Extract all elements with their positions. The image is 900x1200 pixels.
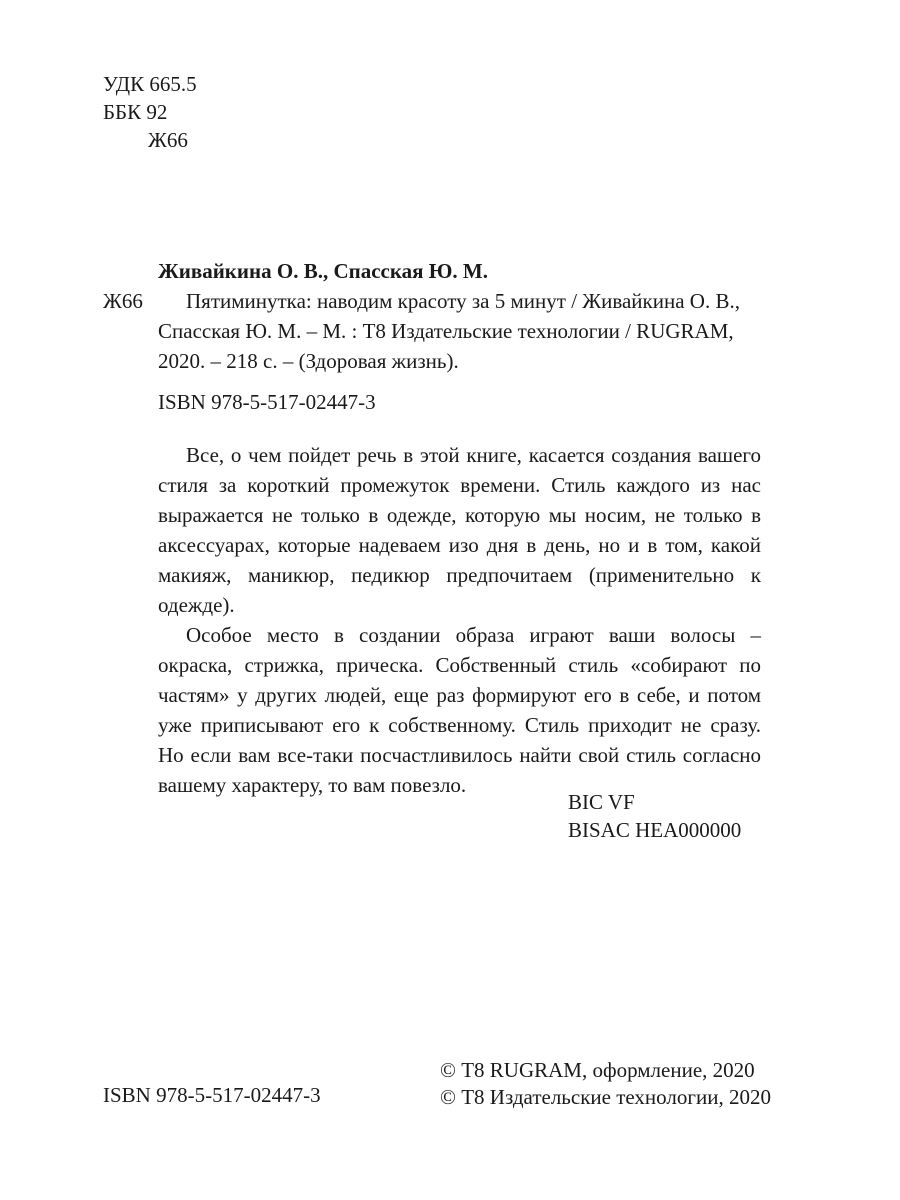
biblio-line: Пятиминутка: наводим красоту за 5 минут / Живайкина О. В., [186,289,740,313]
bisac-code: BISAC HEA000000 [568,818,742,842]
author-code: Ж66 [148,128,188,152]
annotation [158,440,761,800]
isbn: ISBN 978-5-517-02447-3 [158,390,376,414]
authors-heading: Живайкина О. В., Спасская Ю. М. [158,259,488,283]
copyright-publisher: © Т8 Издательские технологии, 2020 [440,1085,771,1109]
biblio-line: Спасская Ю. М. – М. : Т8 Издательские технологии / RUGRAM, [158,319,734,343]
udk-code: УДК 665.5 [103,72,197,96]
bibliographic-description [158,286,768,376]
copyright-design: © Т8 RUGRAM, оформление, 2020 [440,1058,755,1082]
bic-code: BIC VF [568,790,635,814]
footer-isbn: ISBN 978-5-517-02447-3 [103,1083,321,1107]
author-mark: Ж66 [103,289,143,313]
bbk-code: ББК 92 [103,100,168,124]
annotation-paragraph: Особое место в создании образа играют ваши волосы – окраска, стрижка, прическа. Собственный стиль «собирают по частям» у других людей, еще раз формируют его в себе, и потом уже приписывают его к собственному. Стиль приходит не сразу. Но если вам все-таки посчастливилось найти свой стиль согласно вашему характеру, то вам повезло. [158,623,761,797]
biblio-line: 2020. – 218 с. – (Здоровая жизнь). [158,349,459,373]
annotation-paragraph: Все, о чем пойдет речь в этой книге, касается создания вашего стиля за короткий промежуток времени. Стиль каждого из нас выражается не только в одежде, которую мы носим, не только в аксессуарах, которые надеваем изо дня в день, но и в том, какой макияж, маникюр, педикюр предпочитаем (применительно к одежде). [158,443,761,617]
